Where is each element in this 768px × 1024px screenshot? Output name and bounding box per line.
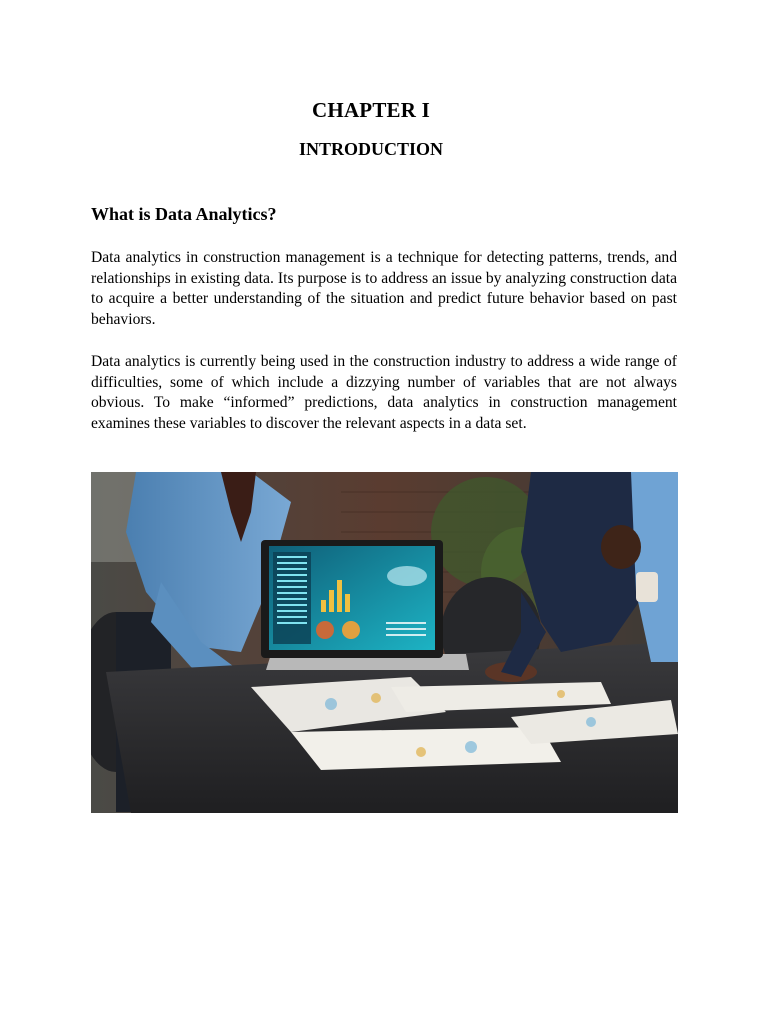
body-paragraph: Data analytics in construction management is a technique for detecting patterns, trends, and relationships in existing data. Its purpose is to address an issue by analyzing construction data to acquire a better understanding of the situation and predict future behavior based on past behaviors. (91, 249, 677, 328)
body-paragraph: Data analytics is currently being used in the construction industry to address a wide range of difficulties, some of which include a dizzying number of variables that are not always obvious. To make “informed” predictions, data analytics in construction management examines these variables to discover the relevant aspects in a data set. (91, 353, 677, 432)
section-heading: What is Data Analytics? (91, 204, 277, 224)
chapter-subtitle: INTRODUCTION (298, 139, 444, 159)
office-photo (91, 472, 678, 813)
chapter-title: CHAPTER I (312, 98, 430, 122)
